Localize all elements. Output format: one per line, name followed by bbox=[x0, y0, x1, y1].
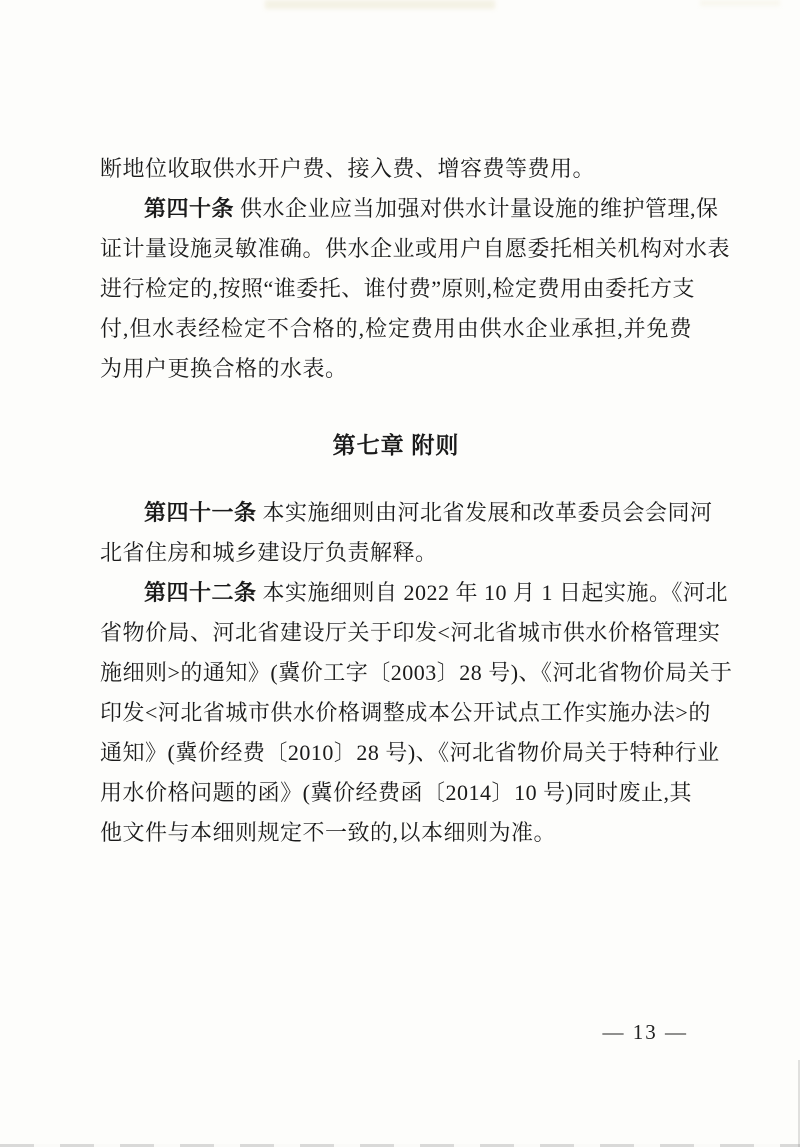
text-line: 第四十一条 本实施细则由河北省发展和改革委员会会同河 bbox=[144, 500, 713, 525]
text-line: 付,但水表经检定不合格的,检定费用由供水企业承担,并免费 bbox=[100, 316, 692, 341]
article-number: 第四十二条 bbox=[144, 580, 257, 605]
paragraph bbox=[100, 573, 733, 853]
text-line: 用水价格问题的函》(冀价经费函〔2014〕10 号)同时废止,其 bbox=[100, 780, 692, 805]
paragraph bbox=[100, 149, 692, 189]
text-line: 第四十条 供水企业应当加强对供水计量设施的维护管理,保 bbox=[144, 196, 719, 221]
article-number: 第四十一条 bbox=[144, 500, 257, 525]
document-body bbox=[100, 149, 733, 853]
paragraph bbox=[100, 493, 713, 573]
text-line: 通知》(冀价经费〔2010〕28 号)、《河北省物价局关于特种行业 bbox=[100, 740, 720, 765]
scan-artifact-top-right bbox=[700, 0, 780, 6]
text-line: 省物价局、河北省建设厅关于印发<河北省城市供水价格管理实 bbox=[100, 620, 721, 645]
text-line: 北省住房和城乡建设厅负责解释。 bbox=[100, 540, 438, 565]
text-line: 第四十二条 本实施细则自 2022 年 10 月 1 日起实施。《河北 bbox=[144, 580, 729, 605]
text-line: 断地位收取供水开户费、接入费、增容费等费用。 bbox=[100, 156, 596, 181]
text-line: 证计量设施灵敏准确。供水企业或用户自愿委托相关机构对水表 bbox=[100, 236, 731, 261]
text-line: 印发<河北省城市供水价格调整成本公开试点工作实施办法>的 bbox=[100, 700, 711, 725]
chapter-heading: 第七章 附则 bbox=[332, 433, 460, 458]
page-number: — 13 — bbox=[602, 1020, 688, 1044]
text-line: 为用户更换合格的水表。 bbox=[100, 356, 348, 381]
article-number: 第四十条 bbox=[144, 196, 235, 221]
paragraph bbox=[100, 189, 731, 389]
text-line: 施细则>的通知》(冀价工字〔2003〕28 号)、《河北省物价局关于 bbox=[100, 660, 733, 685]
text-line: 进行检定的,按照“谁委托、谁付费”原则,检定费用由委托方支 bbox=[100, 276, 696, 301]
scan-artifact-top bbox=[265, 0, 495, 9]
text-line: 他文件与本细则规定不一致的,以本细则为准。 bbox=[100, 820, 557, 845]
